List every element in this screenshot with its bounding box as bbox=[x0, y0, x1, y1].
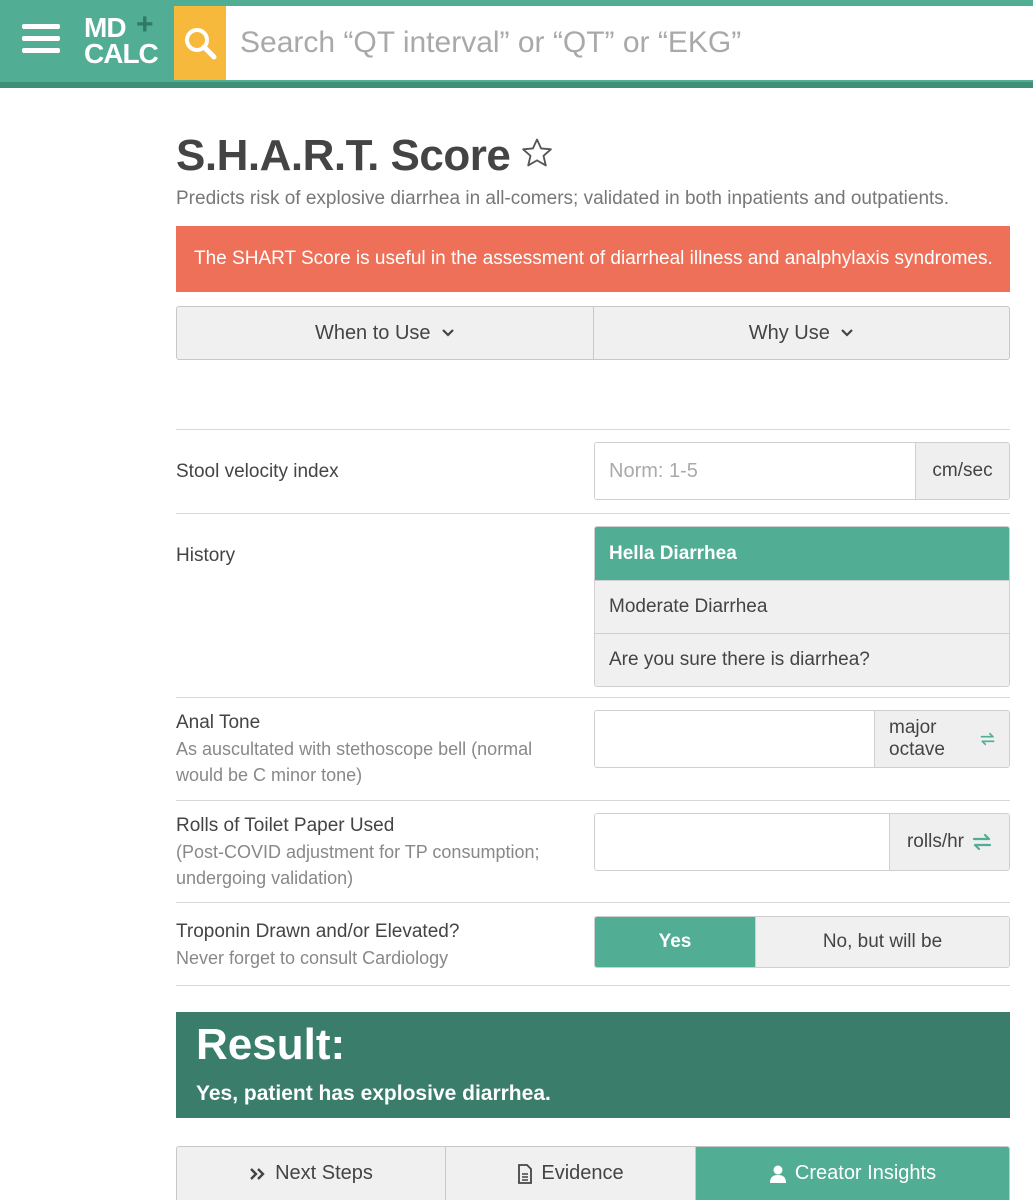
result-text: Yes, patient has explosive diarrhea. bbox=[196, 1082, 551, 1105]
unit-label: rolls/hr bbox=[906, 831, 964, 852]
row-divider bbox=[176, 513, 1010, 514]
tab-when-to-use[interactable] bbox=[177, 307, 593, 359]
logo-calc: CALC bbox=[84, 38, 158, 69]
swap-icon bbox=[980, 731, 995, 747]
field-label: Rolls of Toilet Paper Used bbox=[176, 815, 395, 836]
result-title: Result: bbox=[196, 1020, 346, 1069]
field-label: History bbox=[176, 545, 236, 566]
banner-text: The SHART Score is useful in the assessment of diarrheal illness and analphylaxis syndromes. bbox=[194, 248, 993, 269]
history-option-hella[interactable] bbox=[595, 527, 1009, 580]
tab-label: Why Use bbox=[748, 321, 830, 344]
field-sublabel: (Post-COVID adjustment for TP consumption; undergoing validation) bbox=[176, 842, 540, 888]
anal-tone-label bbox=[176, 712, 566, 788]
tab-label: Next Steps bbox=[275, 1162, 373, 1184]
star-icon[interactable] bbox=[520, 136, 554, 170]
stool-velocity-input[interactable] bbox=[595, 443, 915, 499]
unit-label: major octave bbox=[889, 717, 945, 760]
info-banner bbox=[176, 226, 1010, 292]
document-icon bbox=[517, 1164, 533, 1184]
title-row bbox=[176, 128, 554, 184]
field-sublabel: Never forget to consult Cardiology bbox=[176, 948, 449, 968]
top-nav-bar bbox=[0, 0, 1033, 88]
search-bar bbox=[174, 6, 1033, 80]
anal-tone-unit-toggle[interactable] bbox=[874, 711, 1009, 767]
info-tabs bbox=[176, 306, 1010, 360]
stool-velocity-group bbox=[594, 442, 1010, 500]
field-label: Stool velocity index bbox=[176, 461, 339, 482]
toggle-label: Yes bbox=[658, 931, 692, 952]
tab-creator-insights[interactable] bbox=[695, 1147, 1009, 1200]
tab-evidence[interactable] bbox=[445, 1147, 695, 1200]
tab-next-steps[interactable] bbox=[177, 1147, 445, 1200]
row-divider bbox=[176, 902, 1010, 903]
tab-label: Creator Insights bbox=[794, 1162, 937, 1184]
troponin-no-button[interactable] bbox=[755, 917, 1009, 967]
result-panel bbox=[176, 1012, 1010, 1118]
row-divider bbox=[176, 429, 1010, 430]
troponin-toggle bbox=[594, 916, 1010, 968]
tab-why-use[interactable] bbox=[593, 307, 1010, 359]
stool-velocity-label bbox=[176, 461, 339, 483]
history-option-unsure[interactable] bbox=[595, 633, 1009, 686]
field-sublabel: As auscultated with stethoscope bell (normal would be C minor tone) bbox=[176, 739, 533, 785]
toggle-label: No, but will be bbox=[822, 931, 943, 952]
history-label bbox=[176, 545, 235, 567]
anal-tone-input[interactable] bbox=[595, 711, 874, 767]
menu-icon bbox=[22, 36, 60, 41]
history-options bbox=[594, 526, 1010, 687]
history-option-moderate[interactable] bbox=[595, 580, 1009, 633]
tab-label: Evidence bbox=[541, 1162, 624, 1184]
search-icon bbox=[183, 26, 217, 60]
menu-icon bbox=[22, 48, 60, 53]
logo-plus: + bbox=[136, 8, 154, 41]
chevron-down-icon bbox=[840, 328, 854, 338]
bottom-tabs bbox=[176, 1146, 1010, 1200]
troponin-yes-button[interactable] bbox=[595, 917, 755, 967]
page-title: S.H.A.R.T. Score bbox=[176, 131, 511, 180]
swap-icon bbox=[972, 834, 992, 850]
option-label: Moderate Diarrhea bbox=[609, 596, 768, 617]
double-chevron-right-icon bbox=[249, 1167, 267, 1181]
toilet-paper-unit-toggle[interactable] bbox=[889, 814, 1009, 870]
chevron-down-icon bbox=[441, 328, 455, 338]
troponin-label bbox=[176, 921, 576, 971]
user-icon bbox=[769, 1164, 787, 1184]
page-subtitle: Predicts risk of explosive diarrhea in all-comers; validated in both inpatients and outpatients. bbox=[176, 188, 950, 209]
stool-velocity-unit bbox=[915, 443, 1009, 499]
row-divider bbox=[176, 800, 1010, 801]
toilet-paper-label bbox=[176, 815, 566, 891]
option-label: Hella Diarrhea bbox=[609, 542, 737, 564]
unit-label: cm/sec bbox=[932, 460, 993, 481]
header-border bbox=[0, 82, 1033, 88]
field-label: Troponin Drawn and/or Elevated? bbox=[176, 921, 460, 942]
row-divider bbox=[176, 697, 1010, 698]
menu-icon bbox=[22, 24, 60, 29]
field-label: Anal Tone bbox=[176, 712, 261, 733]
mdcalc-logo[interactable] bbox=[82, 8, 162, 70]
search-button[interactable] bbox=[174, 6, 226, 80]
option-label: Are you sure there is diarrhea? bbox=[609, 649, 870, 670]
tab-label: When to Use bbox=[314, 321, 431, 344]
toilet-paper-input[interactable] bbox=[595, 814, 889, 870]
logo-md: MD bbox=[84, 12, 126, 43]
toilet-paper-group bbox=[594, 813, 1010, 871]
anal-tone-group bbox=[594, 710, 1010, 768]
search-input[interactable] bbox=[226, 6, 1033, 80]
row-divider bbox=[176, 985, 1010, 986]
menu-button[interactable] bbox=[22, 24, 60, 60]
